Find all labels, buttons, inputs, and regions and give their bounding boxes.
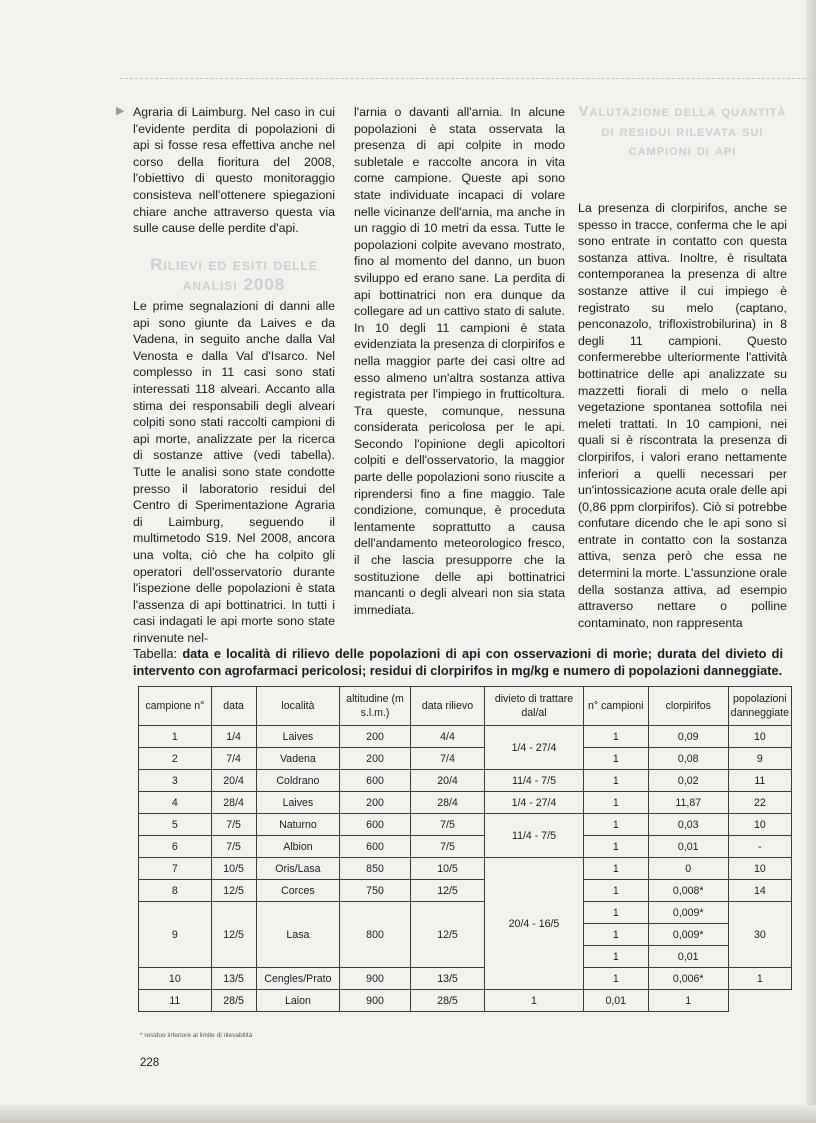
- section-heading-rilievi: Rilievi ed esiti delle analisi 2008: [150, 255, 318, 294]
- cell-altitudine: 800: [340, 902, 410, 968]
- header-localita: località: [256, 687, 340, 726]
- table-caption: [133, 645, 783, 679]
- cell-altitudine: 600: [340, 814, 410, 836]
- cell-n-campioni: 1: [583, 814, 648, 836]
- cell-localita: Albion: [256, 836, 340, 858]
- table-caption-label: Tabella:: [133, 646, 178, 661]
- cell-popolazioni: 10: [728, 814, 791, 836]
- cell-popolazioni: 30: [728, 902, 791, 968]
- cell-localita: Corces: [256, 880, 340, 902]
- cell-divieto: 11/4 - 7/5: [485, 770, 584, 792]
- column-left-main: [133, 298, 335, 646]
- paragraph-intro: Agraria di Laimburg. Nel caso in cui l'evidente perdita di popolazioni di api si fosse resa effettiva anche nel corso della fioritura del 2008, l'obiettivo di questo monitoraggio consisteva nell'ottenere spiegazioni chiare anche attraverso questa via sulle cause delle perdite d'api.: [133, 105, 335, 236]
- cell-n-campioni: 1: [583, 836, 648, 858]
- table-row: [139, 748, 792, 770]
- cell-clorpirifos: 0: [648, 858, 728, 880]
- column-middle: [354, 104, 565, 618]
- cell-rilievo: 4/4: [410, 726, 484, 748]
- cell-data: 7/5: [211, 836, 256, 858]
- cell-localita: Oris/Lasa: [256, 858, 340, 880]
- table-row: [139, 792, 792, 814]
- cell-campione: 3: [139, 770, 212, 792]
- cell-rilievo: 12/5: [410, 880, 484, 902]
- table-row: [139, 880, 792, 902]
- header-campione: campione n°: [139, 687, 212, 726]
- header-clorpirifos: clorpirifos: [648, 687, 728, 726]
- table-row: [139, 814, 792, 836]
- cell-campione: 7: [139, 858, 212, 880]
- header-data-rilievo: data rilievo: [410, 687, 484, 726]
- cell-localita: Lasa: [256, 902, 340, 968]
- data-table: [138, 686, 792, 1012]
- cell-data: 28/5: [211, 990, 256, 1012]
- cell-altitudine: 200: [340, 748, 410, 770]
- cell-altitudine: 750: [340, 880, 410, 902]
- cell-rilievo: 12/5: [410, 902, 484, 968]
- cell-data: 1/4: [211, 726, 256, 748]
- cell-altitudine: 850: [340, 858, 410, 880]
- cell-campione: 1: [139, 726, 212, 748]
- cell-divieto: 20/4 - 16/5: [485, 858, 584, 990]
- cell-clorpirifos: 0,09: [648, 726, 728, 748]
- header-altitudine: altitudine (m s.l.m.): [340, 687, 410, 726]
- cell-popolazioni: 10: [728, 726, 791, 748]
- cell-divieto: 1/4 - 27/4: [485, 726, 584, 770]
- column-left-intro: [133, 104, 335, 237]
- section-heading-valutazione: Valutazione della quantità di residui rilevata sui campioni di api: [578, 103, 787, 159]
- cell-divieto: 11/4 - 7/5: [485, 814, 584, 858]
- cell-campione: 9: [139, 902, 212, 968]
- cell-clorpirifos: 11,87: [648, 792, 728, 814]
- cell-data: 12/5: [211, 902, 256, 968]
- cell-rilievo: 7/5: [410, 814, 484, 836]
- header-data: data: [211, 687, 256, 726]
- cell-clorpirifos: 0,008*: [648, 880, 728, 902]
- cell-campione: 2: [139, 748, 212, 770]
- cell-n-campioni: 1: [583, 770, 648, 792]
- cell-clorpirifos: 0,01: [583, 990, 648, 1012]
- page-bottom-shadow: [0, 1105, 816, 1123]
- cell-localita: Laives: [256, 792, 340, 814]
- cell-altitudine: 600: [340, 770, 410, 792]
- cell-data: 7/4: [211, 748, 256, 770]
- cell-divieto: 1/4 - 27/4: [485, 792, 584, 814]
- cell-popolazioni: 14: [728, 880, 791, 902]
- cell-clorpirifos: 0,009*: [648, 902, 728, 924]
- paragraph-middle: l'arnia o davanti all'arnia. In alcune popolazioni è stata osservata la presenza di api colpite in modo subletale e raccolte ancora in vita come campione. Queste api sono state individuate incapaci di volare nelle vicinanze dell'arnia, ma anche in un raggio di 10 metri da essa. Tutte le popolazioni colpite avevano mostrato, fino al momento del danno, un buon sviluppo ed erano sane. La perdita di api bottinatrici non era dunque da collegare ad un cattivo stato di salute. In 10 degli 11 campioni è stata evidenziata la presenza di clorpirifos e nella maggior parte dei casi oltre ad esso almeno un'altra sostanza attiva registrata per l'impiego in frutticoltura. Tra queste, comunque, nessuna considerata pericolosa per le api. Secondo l'opinione degli apicoltori colpiti e dell'osservatorio, la maggior parte delle popolazioni sono riuscite a riprendersi fino a fine maggio. Tale condizione, comunque, è proceduta lentamente soprattutto a causa dell'andamento meteorologico fresco, il che lascia presupporre che la sostituzione delle api bottinatrici mancanti o degli alveari non sia stata immediata.: [354, 105, 565, 617]
- cell-localita: Coldrano: [256, 770, 340, 792]
- cell-altitudine: 600: [340, 836, 410, 858]
- cell-campione: 6: [139, 836, 212, 858]
- cell-localita: Naturno: [256, 814, 340, 836]
- table-row: [139, 902, 792, 924]
- cell-clorpirifos: 0,006*: [648, 968, 728, 990]
- cell-n-campioni: 1: [583, 946, 648, 968]
- cell-clorpirifos: 0,01: [648, 836, 728, 858]
- cell-popolazioni: 9: [728, 748, 791, 770]
- cell-data: 20/4: [211, 770, 256, 792]
- cell-popolazioni: -: [728, 836, 791, 858]
- cell-n-campioni: 1: [583, 858, 648, 880]
- continuation-arrow-icon: ▶: [116, 105, 125, 117]
- cell-popolazioni: 1: [648, 990, 728, 1012]
- table-header-row: [139, 687, 792, 726]
- cell-data: 28/4: [211, 792, 256, 814]
- table-row: [139, 858, 792, 880]
- cell-popolazioni: 10: [728, 858, 791, 880]
- paragraph-segnalazioni: Le prime segnalazioni di danni alle api sono giunte da Laives e da Vadena, in seguito anche dalla Val Venosta e dalla Val d'Isarco. Nel complesso in 11 casi sono stati interessati 118 alveari. Accanto alla stima dei responsabili degli alveari colpiti sono stati raccolti campioni di api morte, analizzate per la ricerca di sostanze attive (vedi tabella). Tutte le analisi sono state condotte presso il laboratorio residui del Centro di Sperimentazione Agraria di Laimburg, seguendo il multimetodo S19. Nel 2008, ancora una volta, ciò che ha colpito gli operatori dell'osservatorio durante l'ispezione delle popolazioni è stata l'assenza di api bottinatrici. In tutti i casi indagati le api morte sono state rinvenute nel-: [133, 299, 335, 645]
- cell-data: 7/5: [211, 814, 256, 836]
- header-popolazioni: popolazioni danneggiate: [728, 687, 791, 726]
- cell-clorpirifos: 0,03: [648, 814, 728, 836]
- paragraph-right: La presenza di clorpirifos, anche se spesso in tracce, conferma che le api sono entrate in contatto con questa sostanza attiva. Inoltre, è risultata contemporanea la presenza di altre sostanze attive il cui impiego è registrato su melo (captano, penconazolo, trifloxistrobilurina) in 8 degli 11 campioni. Questo confermerebbe ulteriormente l'attività bottinatrice delle api analizzate su mazzetti fiorali di melo o nella vegetazione spontanea sottofila nei meleti trattati. In 10 campioni, nei quali si è riscontrata la presenza di clorpirifos, i valori erano nettamente inferiori a quelli necessari per un'intossicazione acuta orale delle api (0,86 ppm clorpirifos). Ciò si potrebbe confutare dicendo che le api sono sì entrate in contatto con la sostanza attiva, senza però che essa ne determini la morte. L'assunzione orale della sostanza attiva, ad esempio attraverso nettare o polline contaminato, non rappresenta: [578, 201, 787, 630]
- cell-rilievo: 20/4: [410, 770, 484, 792]
- cell-clorpirifos: 0,02: [648, 770, 728, 792]
- cell-altitudine: 900: [340, 990, 410, 1012]
- cell-localita: Laives: [256, 726, 340, 748]
- cell-n-campioni: 1: [485, 990, 584, 1012]
- cell-n-campioni: 1: [583, 726, 648, 748]
- header-divieto: divieto di trattare dal/al: [485, 687, 584, 726]
- page-number: 228: [140, 1057, 160, 1069]
- cell-rilievo: 28/5: [410, 990, 484, 1012]
- table-row: [139, 726, 792, 748]
- cell-n-campioni: 1: [583, 748, 648, 770]
- cell-altitudine: 200: [340, 792, 410, 814]
- cell-n-campioni: 1: [583, 968, 648, 990]
- cell-rilievo: 10/5: [410, 858, 484, 880]
- cell-localita: Vadena: [256, 748, 340, 770]
- cell-data: 10/5: [211, 858, 256, 880]
- column-right: [578, 200, 787, 631]
- table-row: [139, 990, 792, 1012]
- cell-data: 13/5: [211, 968, 256, 990]
- cell-n-campioni: 1: [583, 924, 648, 946]
- page-edge-shadow: [806, 0, 816, 1123]
- table-footnote: * residuo inferiore al limite di rilevabilità: [140, 1032, 253, 1039]
- cell-n-campioni: 1: [583, 792, 648, 814]
- cell-clorpirifos: 0,009*: [648, 924, 728, 946]
- table-caption-text: data e località di rilievo delle popolazioni di api con osservazioni di morìe; durata del divieto di intervento con agrofarmaci pericolosi; residui di clorpirifos in mg/kg e numero di popolazioni danneggiate.: [133, 646, 783, 678]
- header-n-campioni: n° campioni: [583, 687, 648, 726]
- cell-campione: 10: [139, 968, 212, 990]
- cell-altitudine: 200: [340, 726, 410, 748]
- cell-rilievo: 13/5: [410, 968, 484, 990]
- cell-rilievo: 7/4: [410, 748, 484, 770]
- cell-rilievo: 28/4: [410, 792, 484, 814]
- cell-rilievo: 7/5: [410, 836, 484, 858]
- cell-clorpirifos: 0,08: [648, 748, 728, 770]
- cell-popolazioni: 22: [728, 792, 791, 814]
- top-rule: [120, 78, 810, 79]
- cell-campione: 5: [139, 814, 212, 836]
- cell-n-campioni: 1: [583, 902, 648, 924]
- cell-localita: Laion: [256, 990, 340, 1012]
- cell-clorpirifos: 0,01: [648, 946, 728, 968]
- cell-n-campioni: 1: [583, 880, 648, 902]
- table-row: [139, 968, 792, 990]
- cell-popolazioni: 1: [728, 968, 791, 990]
- cell-data: 12/5: [211, 880, 256, 902]
- table-row: [139, 836, 792, 858]
- cell-altitudine: 900: [340, 968, 410, 990]
- cell-campione: 11: [139, 990, 212, 1012]
- cell-localita: Cengles/Prato: [256, 968, 340, 990]
- table-row: [139, 770, 792, 792]
- cell-popolazioni: 11: [728, 770, 791, 792]
- cell-campione: 4: [139, 792, 212, 814]
- cell-campione: 8: [139, 880, 212, 902]
